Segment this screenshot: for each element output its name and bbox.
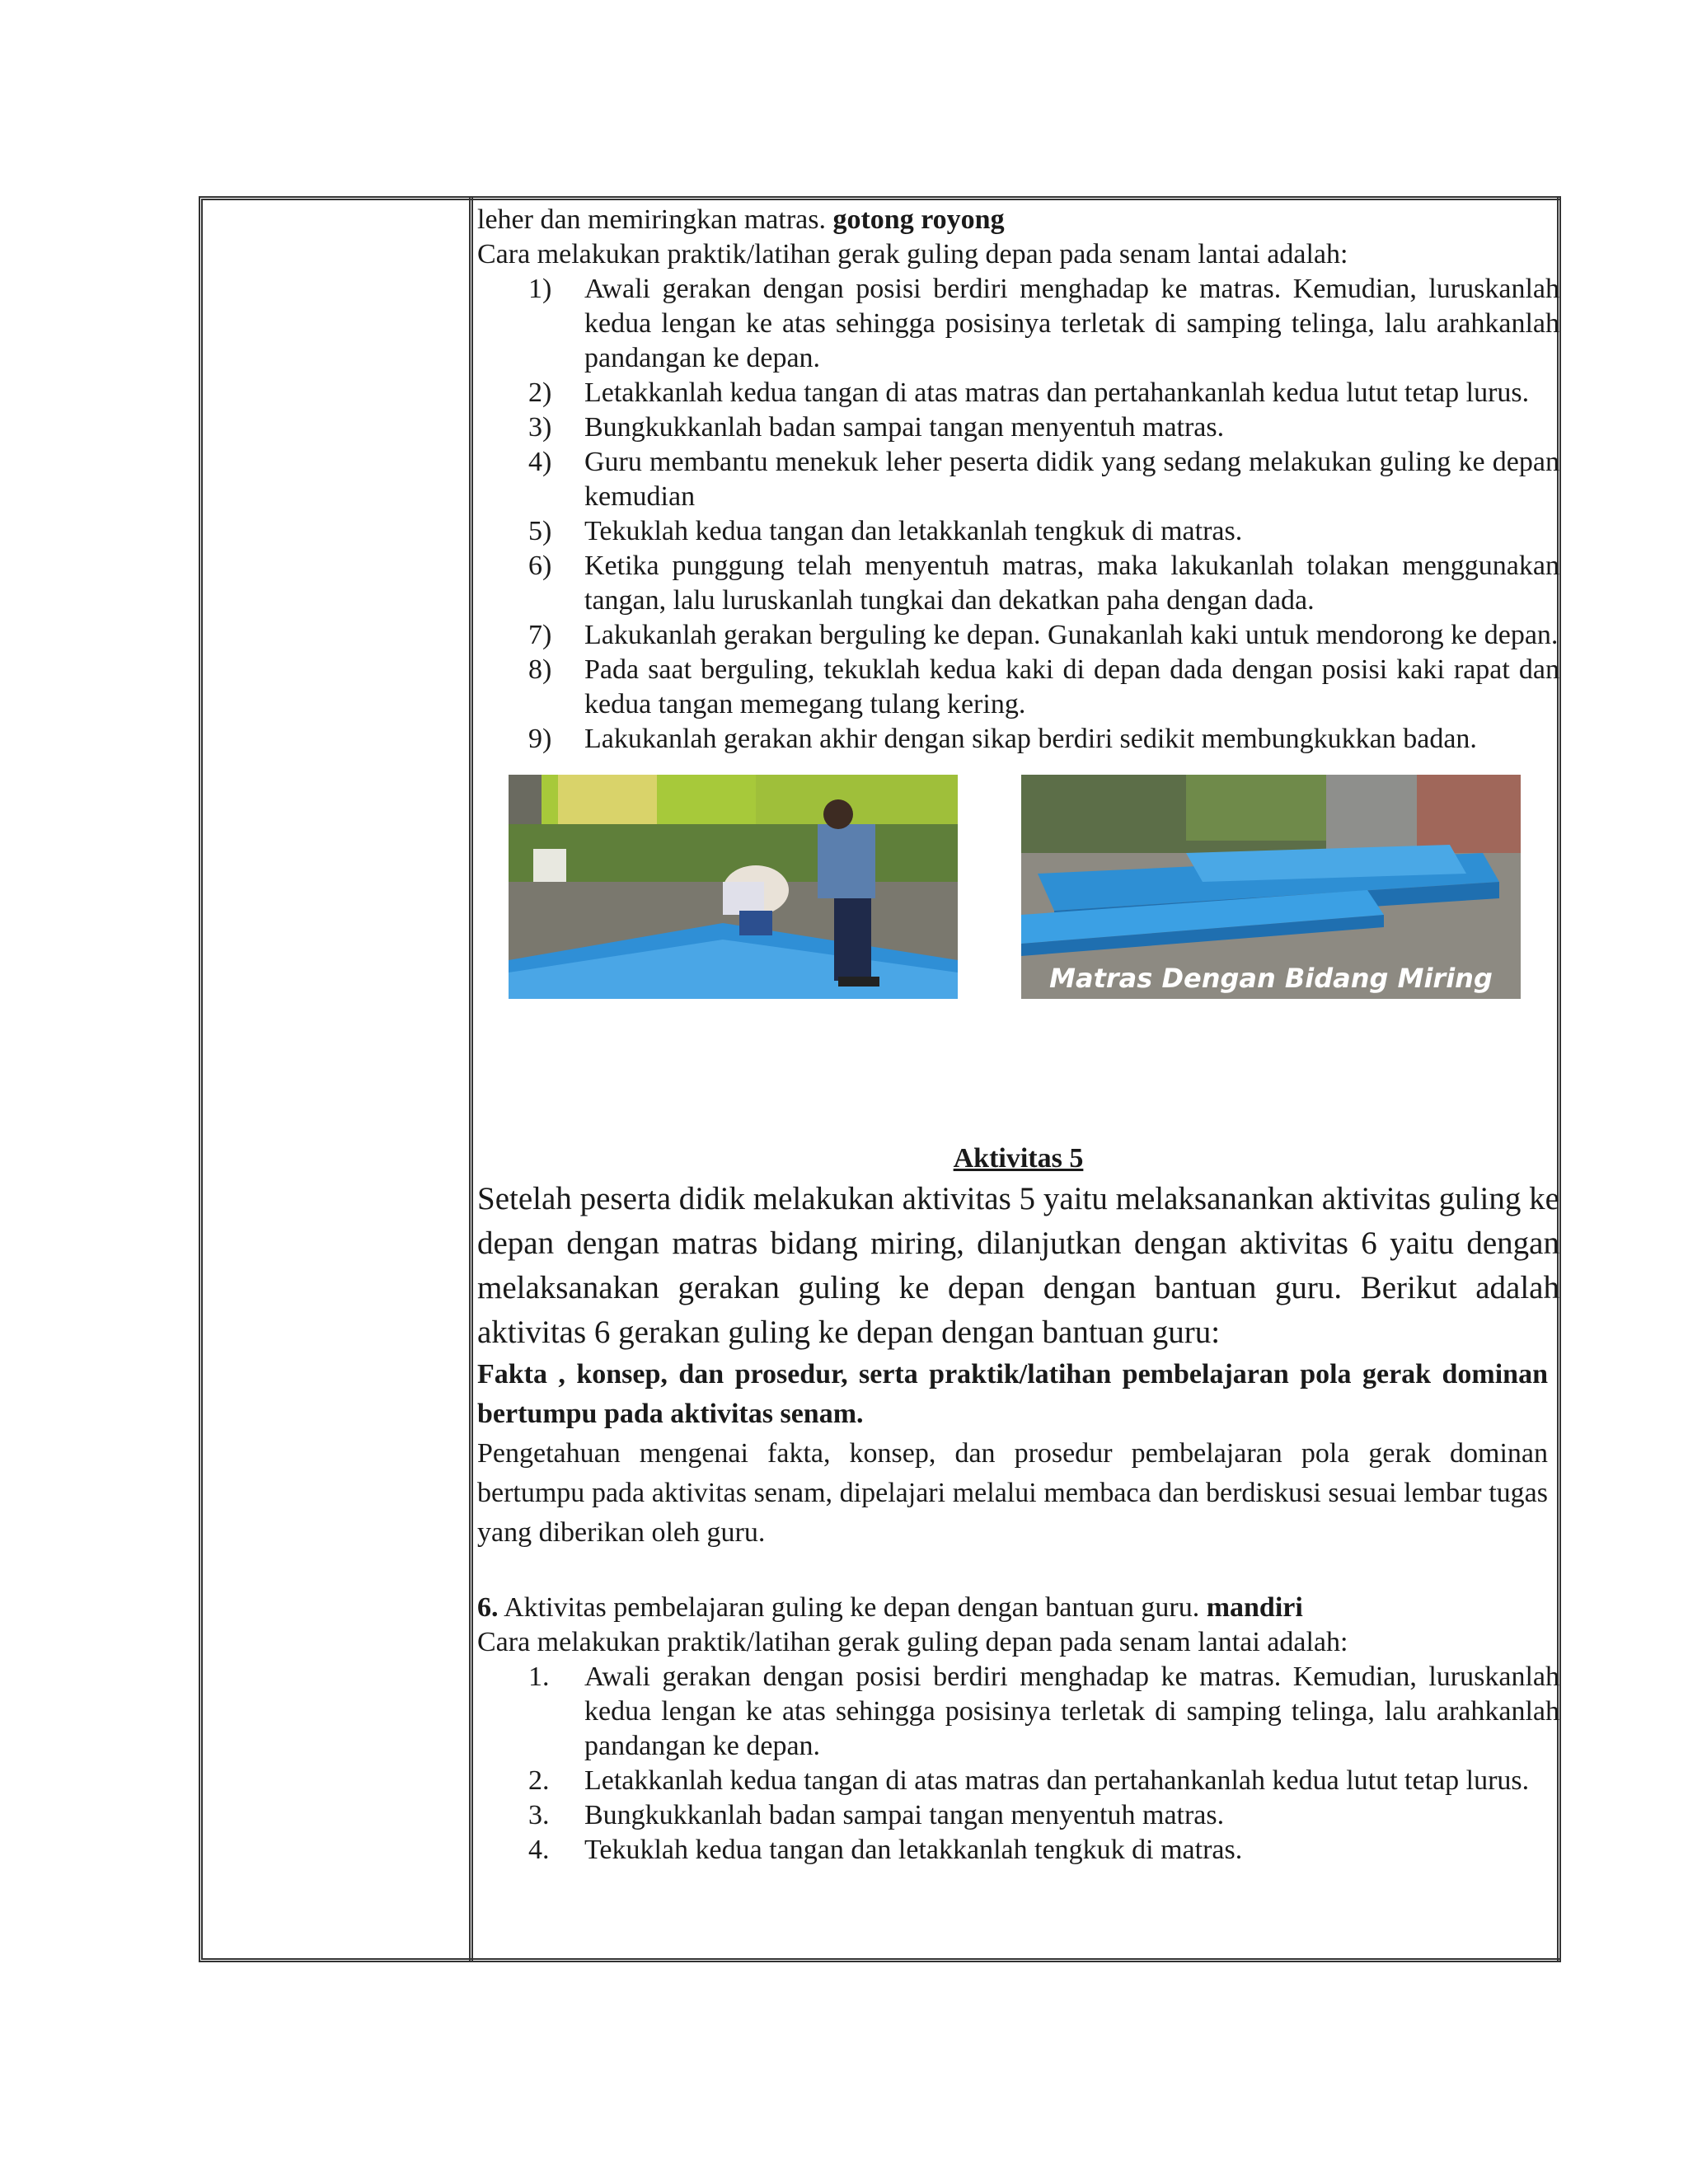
how-to-line-1: Cara melakukan praktik/latihan gerak guling depan pada senam lantai adalah: <box>477 239 1348 269</box>
facts-body: Pengetahuan mengenai fakta, konsep, dan prosedur pembelajaran pola gerak dominan bertumpu pada aktivitas senam, dipelajari melalui membaca dan berdiskusi sesuai lembar tugas yang diberikan oleh guru. <box>477 1438 1548 1548</box>
list-item: 4. Tekuklah kedua tangan dan letakkanlah tengkuk di matras. <box>528 1835 1243 1865</box>
list-item: 2) Letakkanlah kedua tangan di atas matras dan pertahankanlah kedua lutut tetap lurus. <box>528 377 1530 408</box>
steps-list-2 <box>477 1660 1559 1868</box>
list-item: 8) Pada saat berguling, tekuklah kedua kaki di depan dada dengan posisi kaki rapat dan kedua tangan memegang tulang kering. <box>528 654 1559 719</box>
list-item: 3) Bungkukkanlah badan sampai tangan menyentuh matras. <box>528 412 1225 443</box>
photo-caption: Matras Dengan Bidang Miring <box>1049 963 1493 994</box>
list-item: 3. Bungkukkanlah badan sampai tangan menyentuh matras. <box>528 1800 1225 1830</box>
section-6-line: 6. Aktivitas pembelajaran guling ke depan dengan bantuan guru. mandiri <box>477 1592 1303 1623</box>
activity-intro: Setelah peserta didik melakukan aktivitas 5 yaitu melaksanankan aktivitas guling ke depan dengan matras bidang miring, dilanjutkan dengan aktivitas 6 yaitu dengan melaksanakan gerakan guling ke depan dengan bantuan guru. Berikut adalah aktivitas 6 gerakan guling ke depan dengan bantuan guru: <box>477 1181 1559 1350</box>
how-to-line-2: Cara melakukan praktik/latihan gerak guling depan pada senam lantai adalah: <box>477 1627 1348 1657</box>
facts-title: Fakta , konsep, dan prosedur, serta praktik/latihan pembelajaran pola gerak dominan bertumpu pada aktivitas senam. <box>477 1359 1548 1429</box>
tilted-mat-photo <box>1021 775 1521 999</box>
steps-list-1 <box>477 272 1559 757</box>
photo-row <box>477 775 1559 1071</box>
list-item: 1. Awali gerakan dengan posisi berdiri menghadap ke matras. Kemudian, luruskanlah kedua lengan ke atas sehingga posisinya terletak di samping telinga, lalu arahkanlah pandangan ke depan. <box>528 1661 1559 1761</box>
teacher-assist-photo <box>509 775 958 999</box>
list-item: 1) Awali gerakan dengan posisi berdiri menghadap ke matras. Kemudian, luruskanlah kedua lengan ke atas sehingga posisinya terletak di samping telinga, lalu arahkanlah pandangan ke depan. <box>528 274 1559 373</box>
list-item: 2. Letakkanlah kedua tangan di atas matras dan pertahankanlah kedua lutut tetap lurus. <box>528 1765 1530 1796</box>
activity-heading: Aktivitas 5 <box>953 1143 1084 1174</box>
list-item: 4) Guru membantu menekuk leher peserta didik yang sedang melakukan guling ke depan kemudian <box>528 447 1559 512</box>
column-divider <box>469 196 475 1962</box>
content-column <box>477 203 1559 1868</box>
list-item: 5) Tekuklah kedua tangan dan letakkanlah tengkuk di matras. <box>528 516 1243 546</box>
intro-line: leher dan memiringkan matras. gotong royong <box>477 204 1005 235</box>
list-item: 7) Lakukanlah gerakan berguling ke depan. Gunakanlah kaki untuk mendorong ke depan. <box>528 620 1559 650</box>
list-item: 9) Lakukanlah gerakan akhir dengan sikap berdiri sedikit membungkukkan badan. <box>528 724 1477 754</box>
list-item: 6) Ketika punggung telah menyentuh matras, maka lakukanlah tolakan menggunakan tangan, lalu luruskanlah tungkai dan dekatkan paha dengan dada. <box>528 551 1559 616</box>
